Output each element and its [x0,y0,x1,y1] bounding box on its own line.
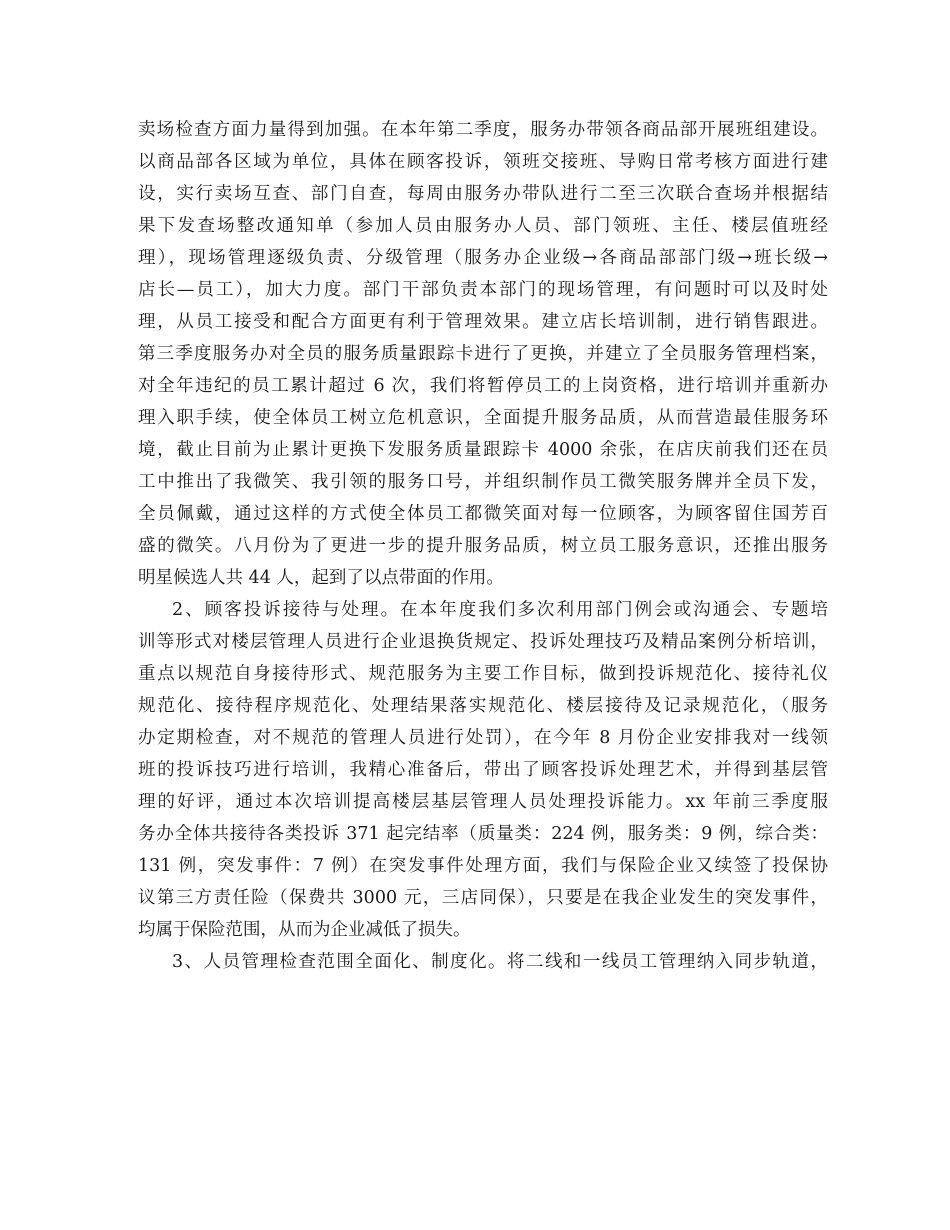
paragraph-line: 理），现场管理逐级负责、分级管理（服务办企业级→各商品部部门级→班长级→ [138,248,828,268]
paragraph-line: 班的投诉技巧进行培训，我精心准备后，带出了顾客投诉处理艺术，并得到基层管 [138,760,828,780]
paragraph-line: 办定期检查，对不规范的管理人员进行处罚），在今年 8 月份企业安排我对一线领 [138,728,828,748]
paragraph-line: 训等形式对楼层管理人员进行企业退换货规定、投诉处理技巧及精品案例分析培训， [138,632,828,652]
paragraph-line: 规范化、接待程序规范化、处理结果落实规范化、楼层接待及记录规范化，（服务 [138,696,828,716]
paragraph-line: 店长—员工），加大力度。部门干部负责本部门的现场管理，有问题时可以及时处 [138,280,828,300]
paragraph-line-first: 3、人员管理检查范围全面化、制度化。将二线和一线员工管理纳入同步轨道， [172,952,828,972]
paragraph-line-last: 均属于保险范围，从而为企业减低了损失。 [138,920,471,940]
paragraph-line: 务办全体共接待各类投诉 371 起完结率（质量类：224 例，服务类：9 例，综合类： [138,824,828,844]
paragraph-line-first: 2、顾客投诉接待与处理。在本年度我们多次利用部门例会或沟通会、专题培 [172,600,828,620]
paragraph-line: 重点以规范自身接待形式、规范服务为主要工作目标，做到投诉规范化、接待礼仪 [138,664,828,684]
paragraph-line: 理入职手续，使全体员工树立危机意识，全面提升服务品质，从而营造最佳服务环 [138,408,828,428]
paragraph-line-last: 明星候选人共 44 人，起到了以点带面的作用。 [138,568,504,588]
paragraph-line: 果下发查场整改通知单（参加人员由服务办人员、部门领班、主任、楼层值班经 [138,216,828,236]
paragraph-line: 境，截止目前为止累计更换下发服务质量跟踪卡 4000 余张，在店庆前我们还在员 [138,440,828,460]
paragraph-line: 全员佩戴，通过这样的方式使全体员工都微笑面对每一位顾客，为顾客留住国芳百 [138,504,828,524]
paragraph-line: 第三季度服务办对全员的服务质量跟踪卡进行了更换，并建立了全员服务管理档案， [138,344,828,364]
paragraph-line: 议第三方责任险（保费共 3000 元，三店同保），只要是在我企业发生的突发事件， [138,888,828,908]
paragraph-line: 盛的微笑。八月份为了更进一步的提升服务品质，树立员工服务意识，还推出服务 [138,536,828,556]
paragraph-line: 以商品部各区域为单位，具体在顾客投诉，领班交接班、导购日常考核方面进行建 [138,152,828,172]
paragraph-line: 卖场检查方面力量得到加强。在本年第二季度，服务办带领各商品部开展班组建设。 [138,120,828,140]
paragraph-line: 对全年违纪的员工累计超过 6 次，我们将暂停员工的上岗资格，进行培训并重新办 [138,376,828,396]
paragraph-line: 131 例，突发事件：7 例）在突发事件处理方面，我们与保险企业又续签了投保协 [138,856,828,876]
paragraph-line: 设，实行卖场互查、部门自查，每周由服务办带队进行二至三次联合查场并根据结 [138,184,828,204]
paragraph-line: 工中推出了我微笑、我引领的服务口号，并组织制作员工微笑服务牌并全员下发， [138,472,828,492]
paragraph-line: 理的好评，通过本次培训提高楼层基层管理人员处理投诉能力。xx 年前三季度服 [138,792,828,812]
paragraph-line: 理，从员工接受和配合方面更有利于管理效果。建立店长培训制，进行销售跟进。 [138,312,828,332]
